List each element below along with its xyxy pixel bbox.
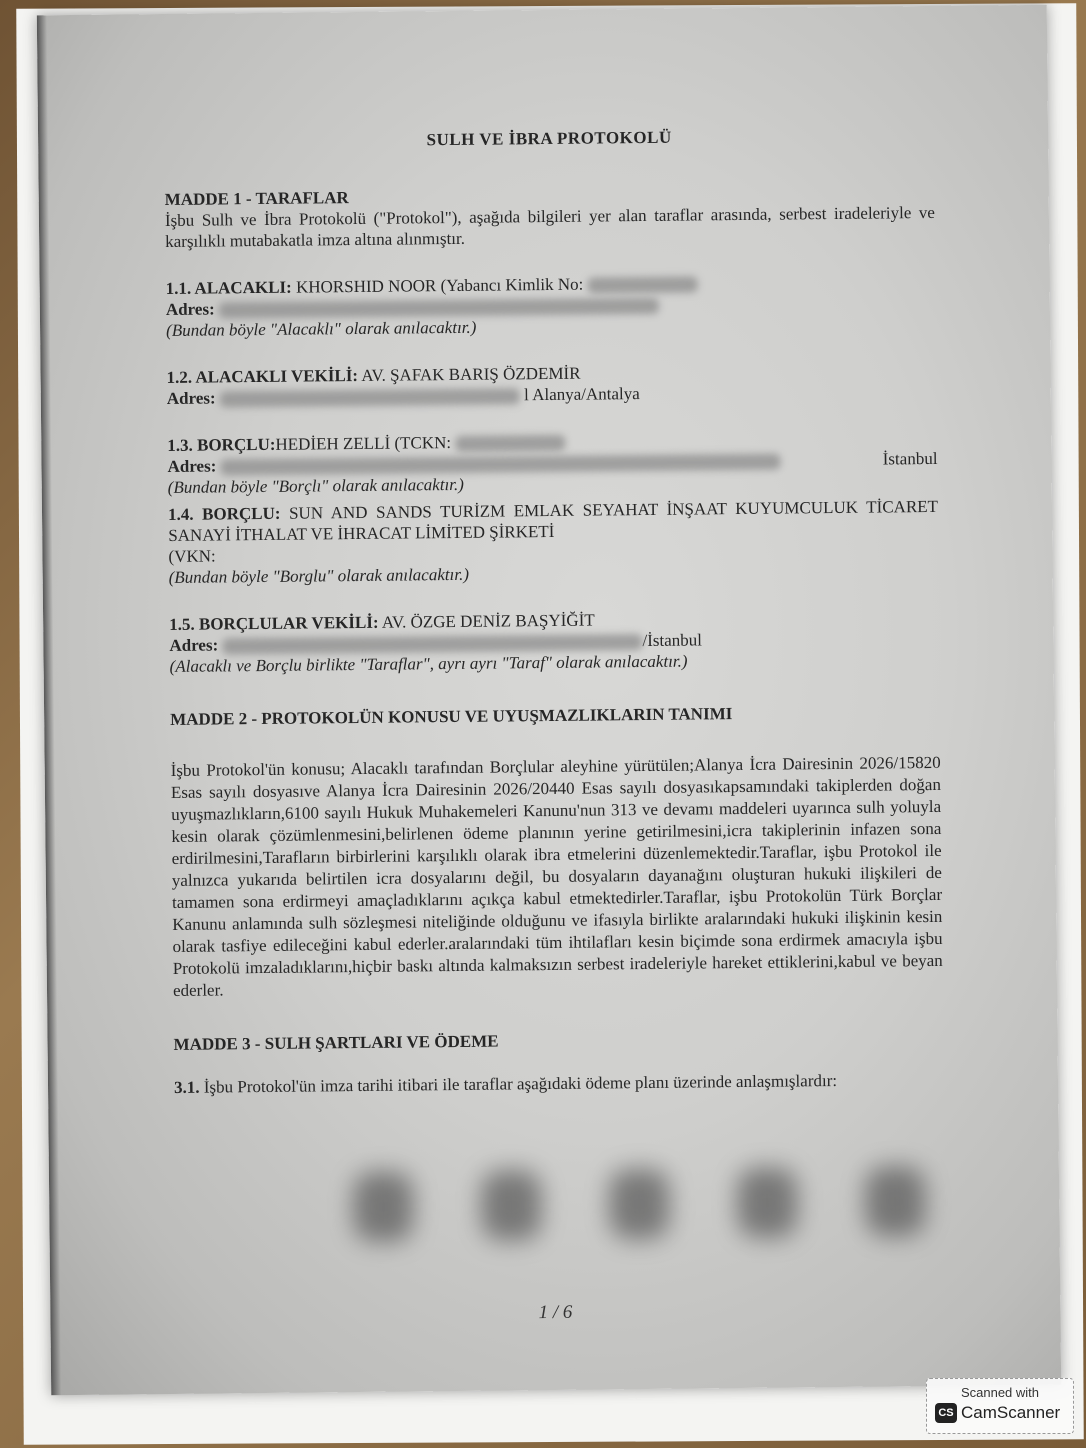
redaction <box>865 1166 926 1237</box>
party-1-3-note: (Bundan böyle "Borçlı" olarak anılacaktır.) <box>167 474 464 497</box>
party-1-2-value: AV. ŞAFAK BARIŞ ÖZDEMİR <box>361 363 581 385</box>
party-1-3 <box>167 427 938 498</box>
party-1-1-value: KHORSHID NOOR (Yabancı Kimlik No: <box>295 274 584 297</box>
party-1-2-city: l Alanya/Antalya <box>523 384 640 405</box>
madde3-heading: MADDE 3 - SULH ŞARTLARI VE ÖDEME <box>173 1031 499 1054</box>
party-1-4-value: SUN AND SANDS TURİZM EMLAK SEYAHAT İNŞAAT KUYUMCULUK TİCARET SANAYİ İTHALAT VE İHRACAT LİMİTED ŞİRKETİ <box>168 496 939 545</box>
redaction <box>353 1171 414 1242</box>
blurred-payment-plan <box>319 1146 960 1263</box>
party-1-5 <box>169 606 940 677</box>
redaction <box>609 1169 670 1240</box>
party-1-5-label: 1.5. BORÇLULAR VEKİLİ: <box>169 612 379 634</box>
madde2-body: İşbu Protokol'ün konusu; Alacaklı tarafından Borçlular aleyhine yürütülen;Alanya İcra Dairesinin 2026/15820 Esas sayılı dosyasıve Alanya İcra Dairesinin 2026/20440 Esas sayılı dosyasıkapsamındaki takiplerden doğan uyuşmazlıkların,6100 sayılı Hukuk Muhakemeleri Kanunu'nun 313 ve devamı maddeleri uyarınca sulh yoluyla kesin olarak çözümlenmesini,belirlenen ödeme planının yerine getirilmesini,icra takiplerinin infazen sona erdirilmesini,Tarafların birbirlerini karşılıklı olarak ibra etmelerini düzenlemektedir.Taraflar, işbu Protokol ile yalnızca yukarıda belirtilen icra dosyalarını değil, bu dosyaların dayanağını oluşturan hukuki ilişkileri de tamamen sona erdirmeyi amaçladıklarını açıkça kabul etmektedirler.Taraflar, işbu Protokolün Türk Borçlar Kanunu anlamında sulh sözleşmesi niteliğinde olduğunu ve ifasıyla birlikte aralarındaki hukuki ilişkinin kesin olarak tasfiye edileceğini kabul ederler.aralarındaki tüm ihtilafları kesin biçimde sona erdirmek amacıyla işbu Protokolü imzaladıklarını,hiçbir baskı altında kalmaksızın serbest iradeleriyle hareket ettiklerini,kabul ve beyan ederler. <box>170 752 943 1000</box>
watermark-brand-row <box>935 1403 1060 1423</box>
camscanner-logo-icon: CS <box>935 1403 957 1423</box>
party-1-5-note: (Alacaklı ve Borçlu birlikte "Taraflar", ayrı ayrı "Taraf" olarak anılacaktır.) <box>169 651 688 676</box>
party-1-4-label: 1.4. BORÇLU: <box>167 503 281 524</box>
watermark-brand: CamScanner <box>961 1403 1061 1422</box>
madde3-section <box>173 1026 944 1098</box>
party-1-2 <box>166 359 936 409</box>
madde2-section <box>170 701 943 1002</box>
party-1-1 <box>166 270 937 341</box>
party-1-1-note: (Bundan böyle "Alacaklı" olarak anılacaktır.) <box>166 317 477 340</box>
watermark-caption: Scanned with <box>960 1385 1040 1400</box>
redaction <box>455 435 565 452</box>
page-number: 1 / 6 <box>538 1301 573 1324</box>
party-1-3-city: İstanbul <box>882 448 938 469</box>
clause-3-1-text: İşbu Protokol'ün imza tarihi itibari ile taraflar aşağıdaki ödeme planı üzerinde anlaşmışlardır: <box>203 1071 838 1097</box>
camscanner-watermark <box>926 1378 1074 1434</box>
madde1-intro: İşbu Sulh ve İbra Protokolü ("Protokol"), aşağıda bilgileri yer alan taraflar arasında, serbest iradeleriyle ve karşılıklı mutabakatla imza altına alınmıştır. <box>164 202 936 251</box>
redaction <box>220 388 520 407</box>
party-1-5-address-label: Adres: <box>169 635 219 655</box>
redaction <box>481 1170 542 1241</box>
document-title: SULH VE İBRA PROTOKOLÜ <box>426 127 672 150</box>
clause-3-1-label: 3.1. <box>173 1077 200 1097</box>
scanned-page <box>37 5 1061 1396</box>
party-1-5-city: /İstanbul <box>642 630 703 651</box>
party-1-1-address-label: Adres: <box>165 299 215 319</box>
party-1-3-value: HEDİEH ZELLİ (TCKN: <box>275 433 452 454</box>
madde2-heading: MADDE 2 - PROTOKOLÜN KONUSU VE UYUŞMAZLIKLARIN TANIMI <box>170 704 733 729</box>
redaction <box>737 1167 798 1238</box>
party-1-3-label: 1.3. BORÇLU: <box>167 434 276 455</box>
party-1-4-note: (Bundan böyle "Borglu" olarak anılacaktır.) <box>168 564 470 587</box>
madde1-heading: MADDE 1 - TARAFLAR <box>164 188 349 209</box>
page-content <box>164 124 944 1098</box>
party-1-1-label: 1.1. ALACAKLI: <box>165 277 292 298</box>
redaction <box>219 298 659 319</box>
party-1-5-value: AV. ÖZGE DENİZ BAŞYİĞİT <box>381 610 595 632</box>
party-1-2-address-label: Adres: <box>166 388 216 408</box>
redaction <box>587 277 697 294</box>
party-1-4 <box>168 496 939 588</box>
party-1-2-label: 1.2. ALACAKLI VEKİLİ: <box>166 365 359 387</box>
party-1-4-vkn: (VKN: <box>168 546 216 566</box>
party-1-3-address-label: Adres: <box>167 456 217 476</box>
